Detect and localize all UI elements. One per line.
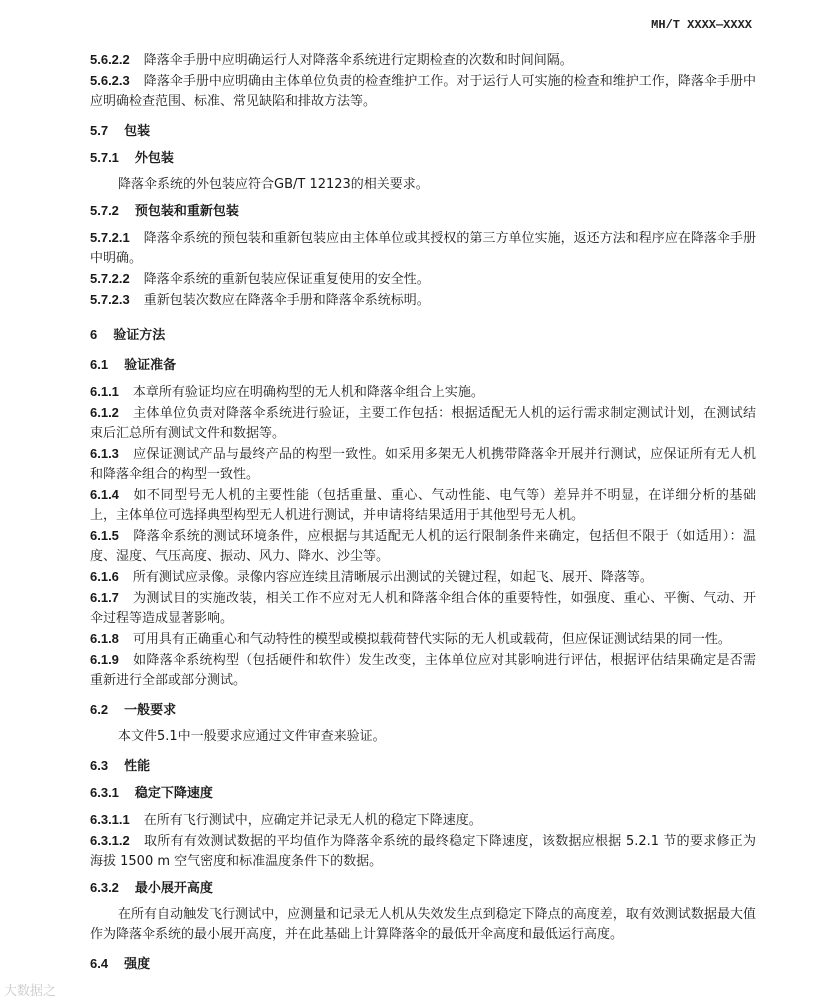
clause-6-1-7: 6.1.7 为测试目的实施改装，相关工作不应对无人机和降落伞组合体的重要特性，如强度、重心、平衡、气动、开伞过程等造成显著影响。 — [90, 590, 756, 626]
section-heading-6-3-2: 6.3.2 最小展开高度 — [90, 880, 213, 896]
clause-5-6-2-3 — [90, 71, 756, 112]
clause-6-1-8: 6.1.8 可用具有正确重心和气动特性的模型或模拟载荷替代实际的无人机或载荷，但应保证测试结果的同一性。 — [90, 631, 731, 647]
clause-6-3-1-2: 6.3.1.2 取所有有效测试数据的平均值作为降落伞系统的最终稳定下降速度，该数据应根据 5.2.1 节的要求修正为海拔 1500 m 空气密度和标准温度条件下的数据。 — [90, 833, 756, 869]
section-heading-6-1: 6.1 验证准备 — [90, 357, 177, 373]
clause-5-7-2-3: 5.7.2.3 重新包装次数应在降落伞手册和降落伞系统标明。 — [90, 292, 430, 308]
clause-6-3-1-1: 6.3.1.1 在所有飞行测试中，应确定并记录无人机的稳定下降速度。 — [90, 812, 482, 828]
clause-6-1-4: 6.1.4 如不同型号无人机的主要性能（包括重量、重心、气动性能、电气等）差异并不明显，在详细分析的基础上，主体单位可选择典型构型无人机进行测试，并申请将结果适用于其他型号无人机。 — [90, 487, 756, 523]
clause-number: 5.6.2.2 — [90, 52, 130, 67]
section-heading-5-7: 5.7 包装 — [90, 123, 151, 139]
section-heading-5-7-1: 5.7.1 外包装 — [90, 150, 174, 166]
clause-6-1-6: 6.1.6 所有测试应录像。录像内容应连续且清晰展示出测试的关键过程，如起飞、展开、降落等。 — [90, 569, 653, 585]
section-heading-5-7-2: 5.7.2 预包装和重新包装 — [90, 203, 239, 219]
section-heading-6-3: 6.3 性能 — [90, 758, 151, 774]
chapter-heading-6: 6 验证方法 — [90, 327, 166, 343]
paragraph-general-requirements: 本文件5.1中一般要求应通过文件审查来验证。 — [118, 729, 386, 744]
clause-5-7-2-1: 5.7.2.1 降落伞系统的预包装和重新包装应由主体单位或其授权的第三方单位实施，返还方法和程序应在降落伞手册中明确。 — [90, 230, 756, 266]
clause-5-6-2-2 — [90, 50, 756, 71]
section-heading-6-3-1: 6.3.1 稳定下降速度 — [90, 785, 213, 801]
document-code-header: MH/T XXXX—XXXX — [651, 18, 752, 32]
clause-text: 降落伞手册中应明确由主体单位负责的检查维护工作。对于运行人可实施的检查和维护工作，降落伞手册中应明确检查范围、标准、常见缺陷和排故方法等。 — [90, 74, 756, 109]
paragraph-outer-packaging: 降落伞系统的外包装应符合GB/T 12123的相关要求。 — [118, 177, 429, 192]
clause-6-1-1: 6.1.1 本章所有验证均应在明确构型的无人机和降落伞组合上实施。 — [90, 384, 484, 400]
watermark-text: 大数据之 — [4, 984, 57, 999]
section-heading-6-2: 6.2 一般要求 — [90, 702, 177, 718]
clause-6-1-5: 6.1.5 降落伞系统的测试环境条件，应根据与其适配无人机的运行限制条件来确定，包括但不限于（如适用）：温度、湿度、气压高度、振动、风力、降水、沙尘等。 — [90, 528, 756, 564]
clause-5-7-2-2: 5.7.2.2 降落伞系统的重新包装应保证重复使用的安全性。 — [90, 271, 430, 287]
clause-6-1-3: 6.1.3 应保证测试产品与最终产品的构型一致性。如采用多架无人机携带降落伞开展并行测试，应保证所有无人机和降落伞组合的构型一致性。 — [90, 446, 756, 482]
section-heading-6-4: 6.4 强度 — [90, 956, 151, 972]
clause-6-1-9: 6.1.9 如降落伞系统构型（包括硬件和软件）发生改变，主体单位应对其影响进行评估，根据评估结果确定是否需重新进行全部或部分测试。 — [90, 652, 756, 688]
clause-6-1-2: 6.1.2 主体单位负责对降落伞系统进行验证，主要工作包括：根据适配无人机的运行需求制定测试计划，在测试结束后汇总所有测试文件和数据等。 — [90, 405, 756, 441]
clause-number: 5.6.2.3 — [90, 73, 130, 88]
document-body — [90, 50, 756, 975]
paragraph-min-deploy-height: 在所有自动触发飞行测试中，应测量和记录无人机从失效发生点到稳定下降点的高度差，取有效测试数据最大值作为降落伞系统的最小展开高度，并在此基础上计算降落伞的最低开伞高度和最低运行高度。 — [90, 907, 756, 942]
clause-text: 降落伞手册中应明确运行人对降落伞系统进行定期检查的次数和时间间隔。 — [143, 53, 573, 68]
